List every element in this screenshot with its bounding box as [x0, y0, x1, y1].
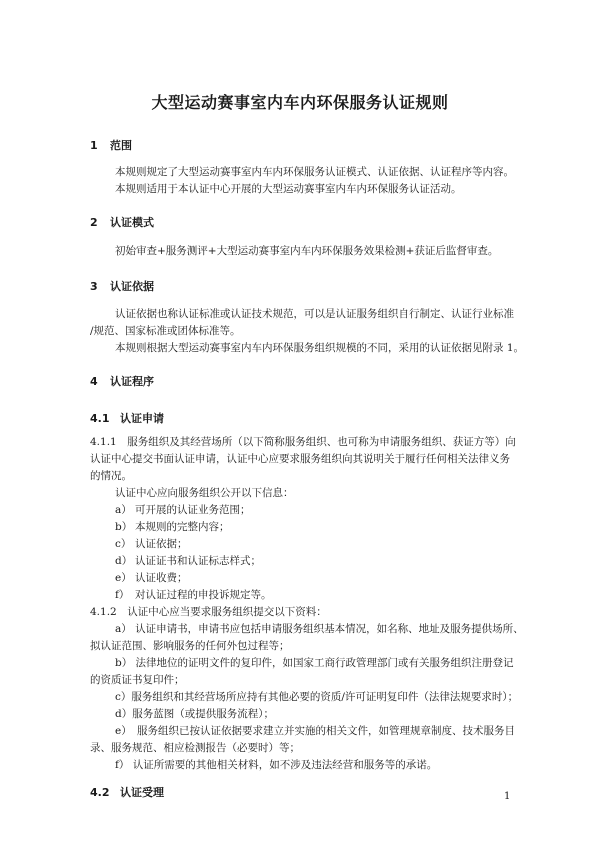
section-2-heading — [90, 214, 154, 230]
section-title: 认证受理 — [120, 786, 164, 799]
subsection-4-1-heading — [90, 410, 164, 426]
section-title: 认证模式 — [110, 216, 154, 229]
list-marker: b） — [115, 521, 133, 533]
list-item: a） 认证申请书，申请书应包括申请服务组织基本情况，如名称、地址及服务提供场所、 — [115, 623, 524, 635]
paragraph-continuation: 的资质证书复印件； — [90, 674, 185, 686]
paragraph: 本规则规定了大型运动赛事室内车内环保服务认证模式、认证依据、认证程序等内容。 — [115, 166, 514, 178]
list-item: e） 服务组织已按认证依据要求建立并实施的相关文件，如管理规章制度、技术服务目 — [115, 725, 515, 737]
section-number: 2 — [90, 216, 98, 229]
list-item — [115, 502, 251, 519]
list-item: c）服务组织和其经营场所应持有其他必要的资质/许可证明复印件（法律法规要求时）； — [115, 691, 519, 703]
list-text: 对认证过程的申投诉规定等。 — [135, 589, 272, 601]
paragraph-continuation: 拟认证范围、影响服务的任何外包过程等； — [90, 640, 290, 652]
paragraph-continuation: /规范、国家标准或团体标准等。 — [90, 325, 241, 337]
list-item — [115, 519, 230, 536]
list-marker: d） — [115, 555, 133, 567]
list-item — [115, 553, 261, 570]
list-marker: c） — [115, 538, 132, 550]
paragraph-continuation: 的情况。 — [90, 470, 132, 482]
paragraph: 认证中心应向服务组织公开以下信息： — [115, 487, 294, 499]
paragraph: 本规则根据大型运动赛事室内车内环保服务组织规模的不同，采用的认证依据见附录 1。 — [115, 342, 525, 354]
document-title: 大型运动赛事室内车内环保服务认证规则 — [151, 93, 449, 112]
list-text: 认证收费； — [135, 572, 188, 584]
paragraph: 初始审查+服务测评+大型运动赛事室内车内环保服务效果检测+获证后监督审查。 — [115, 245, 499, 257]
list-text: 认证证书和认证标志样式； — [135, 555, 261, 567]
section-4-heading — [90, 373, 154, 389]
list-item — [115, 587, 272, 604]
list-item: b） 法律地位的证明文件的复印件，如国家工商行政管理部门或有关服务组织注册登记 — [115, 657, 514, 669]
list-text: 可开展的认证业务范围； — [135, 504, 251, 516]
list-marker: e） — [115, 572, 132, 584]
list-text: 认证依据； — [135, 538, 188, 550]
paragraph-continuation: 录、服务规范、相应检测报告（必要时）等； — [90, 742, 300, 754]
list-text: 本规则的完整内容； — [135, 521, 230, 533]
page-number: 1 — [504, 791, 511, 802]
section-number: 4.2 — [90, 786, 110, 799]
section-title: 认证申请 — [120, 412, 164, 425]
section-number: 4 — [90, 375, 98, 388]
section-title: 认证依据 — [110, 280, 154, 293]
clause-4-1-1: 4.1.1 服务组织及其经营场所（以下简称服务组织、也可称为申请服务组织、获证方等）向 — [90, 436, 516, 448]
section-number: 4.1 — [90, 412, 110, 425]
paragraph: 本规则适用于本认证中心开展的大型运动赛事室内车内环保服务认证活动。 — [115, 183, 462, 195]
list-marker: a） — [115, 504, 132, 516]
list-item: d）服务蓝图（或提供服务流程）； — [115, 708, 274, 720]
paragraph: 认证依据也称认证标准或认证技术规范，可以是认证服务组织自行制定、认证行业标准 — [115, 308, 514, 320]
section-3-heading — [90, 278, 154, 294]
section-title: 范围 — [110, 139, 132, 152]
clause-4-1-2: 4.1.2 认证中心应当要求服务组织提交以下资料： — [90, 606, 327, 618]
section-1-heading — [90, 137, 132, 153]
section-number: 3 — [90, 280, 98, 293]
list-item — [115, 536, 188, 553]
list-item — [115, 570, 188, 587]
section-title: 认证程序 — [110, 375, 154, 388]
section-number: 1 — [90, 139, 98, 152]
paragraph-continuation: 认证中心提交书面认证申请，认证中心应要求服务组织向其说明关于履行任何相关法律义务 — [90, 453, 510, 465]
list-marker: f） — [115, 589, 130, 601]
list-item: f） 认证所需要的其他相关材料，如不涉及违法经营和服务等的承诺。 — [115, 759, 438, 771]
subsection-4-2-heading — [90, 784, 164, 800]
